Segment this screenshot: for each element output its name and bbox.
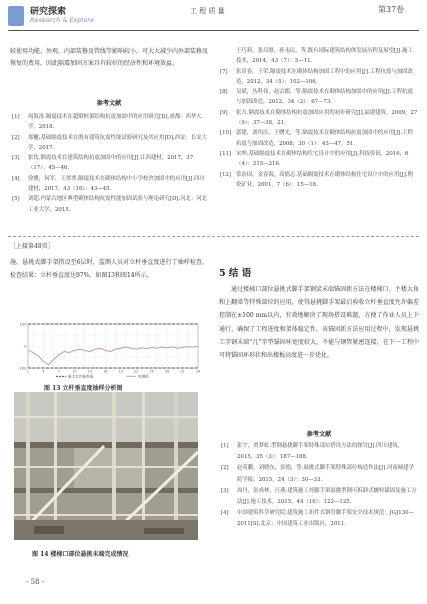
body-paragraph-bottom: 施。悬挑式脚手架搭设至6层时，监测人员对立杆垂直度进行了抽样检查，检查结果：立杆垂直度达97%，如图13和图14所示。 [10, 259, 208, 279]
reference-item [12, 153, 208, 174]
reference-item [221, 486, 419, 508]
reference-item [220, 128, 418, 149]
reference-text: 徐雅，何军，王翠翠.隔震技术在砌体结构中小学校舍加固中的应用[J].四川建材，2017，43（16）：43—45. [28, 175, 205, 193]
reference-number: [1] [12, 114, 20, 120]
chart-x-tick-label: 4 [42, 369, 45, 374]
reference-text: 常治国，金春海，高德志.基础隔震技术在砌体结构住宅设计中的应用[J].陶瓷矿业，2001，7（6）：15—18. [236, 171, 413, 188]
reference-text: 张宇，贾梦虹.型钢悬挑脚手架特殊部位搭设方法的探讨[J].四川建筑，2015，35（3）：187—188. [237, 443, 404, 461]
reference-text: 宋坤.基础隔震技术在砌体结构住宅设计中的应用[J].科技资讯，2016，6（4）：215—216. [236, 150, 409, 168]
reference-number: [2] [12, 134, 20, 141]
section-title-cn: 研究探索 [30, 7, 67, 17]
reference-item [221, 441, 419, 463]
section-title-en: Research & Explore [30, 16, 94, 24]
reference-item [220, 46, 418, 67]
reference-number: [4] [12, 175, 20, 182]
reference-item [12, 174, 208, 195]
reference-number: [8] [220, 89, 228, 96]
reference-text: 郑樾.基础隔震技术在既有建筑抗震性能试验研究及其应用[D].西安：长安大学，2017. [28, 134, 208, 151]
header-rule [8, 30, 419, 31]
reference-number: [10] [220, 130, 232, 137]
chart-x-tick-label: 1 [26, 369, 30, 374]
reference-number: [1] [221, 443, 229, 449]
reference-number: [12] [220, 171, 232, 178]
verticality-chart [14, 320, 202, 380]
reference-number: [2] [221, 465, 229, 472]
journal-logo [8, 6, 24, 26]
chart-x-tick-label: 16 [103, 369, 108, 374]
figure-14-caption: 图 14 楼梯口部位悬挑末端完成情况 [32, 551, 129, 558]
chart-x-tick-label: 28 [164, 369, 170, 374]
reference-text: 周丹，张成林，汪燕.建筑施工外脚手架悬挑型钢可拆卸式螺栓锚固及施工方法[J].施工技术，2015，44（16）：122—125. [237, 487, 417, 506]
reference-text: 郭建，刘伟庆，王曙光，等.隔震技术在砌体结构抗震加固中的应用[J].工程抗震与加固改造，2008，30（1）：43—47，51. [236, 130, 413, 147]
reference-text: 中国建筑科学研究院.建筑施工扣件式钢管脚手架安全技术规范：JGJ130—2011[S].北京：中国建筑工业出版社，2011. [237, 510, 414, 528]
reference-item [12, 133, 208, 154]
chart-x-tick-label: 34 [195, 369, 201, 374]
page-header [0, 0, 427, 36]
reference-number: [3] [12, 155, 20, 162]
reference-list-1 [12, 112, 208, 215]
reference-text: 赵英鹏，刘晓东，张德，等.悬挑式脚手架特殊部位构造作法[J].河南城建学院学报，2015，24（3）：30—33. [237, 465, 414, 483]
reference-item [220, 87, 418, 108]
chart-y-tick-label: 0 [24, 344, 27, 349]
conclusion-paragraph: 通过楼梯口部位悬挑式脚手架钢梁末端锚固新方法在楼梯口、主楼大角和上翻梁等特殊部位的应用，使得悬挑脚手架最启验收立杆垂直度允许偏差控制在±100 mm以内，有效地解决了现场搭设难题，方便了作业人员上下通行，确保了工程进度和架体稳定性。该锚固新方法应用过程中，发现悬挑工字钢末端“几”字型锚固环宽度较大，不能与钢管紧密连接，在下一工程中可将锚固环形状和出楼板高度进一步优化。 [219, 286, 419, 360]
construction-photo [14, 392, 198, 540]
chart-x-tick-label: 25 [149, 369, 154, 374]
reference-number: [7] [220, 68, 228, 75]
reference-number: [11] [220, 150, 232, 157]
chart-x-tick-label: 22 [134, 369, 139, 374]
reference-number: [3] [221, 487, 229, 494]
reference-item [220, 170, 418, 191]
reference-text: 周海涛.隔震技术在超限框架结构抗震加固中的应用研究[D].成都：西华大学，2018. [28, 114, 202, 131]
reference-item [220, 149, 418, 170]
chart-series-line-2 [28, 346, 198, 364]
page-number: - 58 - [26, 578, 45, 586]
chart-x-tick-label: 7 [57, 369, 60, 374]
reference-item [221, 508, 419, 530]
chart-x-tick-label: 19 [118, 369, 123, 374]
continued-from-label: ［上接第48页］ [10, 243, 54, 250]
reference-text: 张景春，王荣.隔震技术在砌体结构加固工程中的应用[J].工程抗震与加固改造，2012，34（5）：102—106. [236, 68, 413, 85]
chart-x-tick-label: 31 [180, 369, 185, 374]
reference-item [12, 194, 208, 215]
reference-text: 张力.隔震技术在砌体结构抗震加固应用的初步研究[J].福建建筑，2009，27（9）：37—38，21. [236, 109, 418, 127]
journal-name: 工 程 质 量 [190, 7, 225, 15]
chart-y-tick-label: 100 [19, 322, 27, 327]
chart-svg [14, 320, 202, 380]
chart-y-tick-label: -100 [18, 366, 27, 371]
reference-text: 张忱.隔震技术在建筑结构抗震加固中的应用[J].江西建材，2017，37（17）：45—46. [28, 155, 194, 172]
reference-text: 王巧莉，张昌慰，孙永民，等.既有国际建筑结构体发展历程及展望[J].施工技术，2014，43（7）：5—11. [236, 48, 413, 65]
reference-list-2 [220, 46, 418, 190]
chart-x-tick-label: 13 [87, 369, 92, 374]
figure-13-caption: 图 13 立杆垂直度抽样分析图 [44, 385, 123, 392]
volume-label: 第37卷 [378, 5, 405, 14]
reference-item [220, 108, 418, 129]
reference-number: [9] [220, 109, 228, 116]
references-heading-1: 参考文献 [96, 100, 122, 107]
reference-text: 刘超.内蒙古地区典型砌体结构抗震性能加固试验与理论研究[D].河北：河北工业大学，2015. [28, 196, 208, 213]
chart-legend-label: 最大允许偏差值 [68, 374, 94, 379]
references-heading-3: 参考文献 [306, 431, 332, 438]
reference-item [12, 112, 208, 133]
body-paragraph-top: 较使用功能、外观、内部装修及管线等影响较小，可大大减少内外部装修及恢复的费用，因此隔震加固方案具有较好的经济性和环境效益。 [10, 48, 209, 67]
section-divider [8, 236, 419, 237]
reference-number: [5] [12, 196, 20, 203]
section-heading: 5 结 语 [219, 268, 252, 279]
reference-list-3 [221, 441, 419, 531]
chart-legend-label: 实测值 [138, 374, 149, 379]
reference-text: 吴斌，丛科伟，赵宗都，等.隔震技术在砌体结构加固中的应用[J].工程抗震与加固改造，2012，34（2）：67—73. [236, 89, 413, 106]
reference-number: [4] [221, 510, 229, 517]
reference-item [220, 67, 418, 88]
photo-scaffold-image [14, 392, 198, 540]
chart-x-tick-label: 10 [72, 369, 77, 374]
reference-item [221, 463, 419, 485]
